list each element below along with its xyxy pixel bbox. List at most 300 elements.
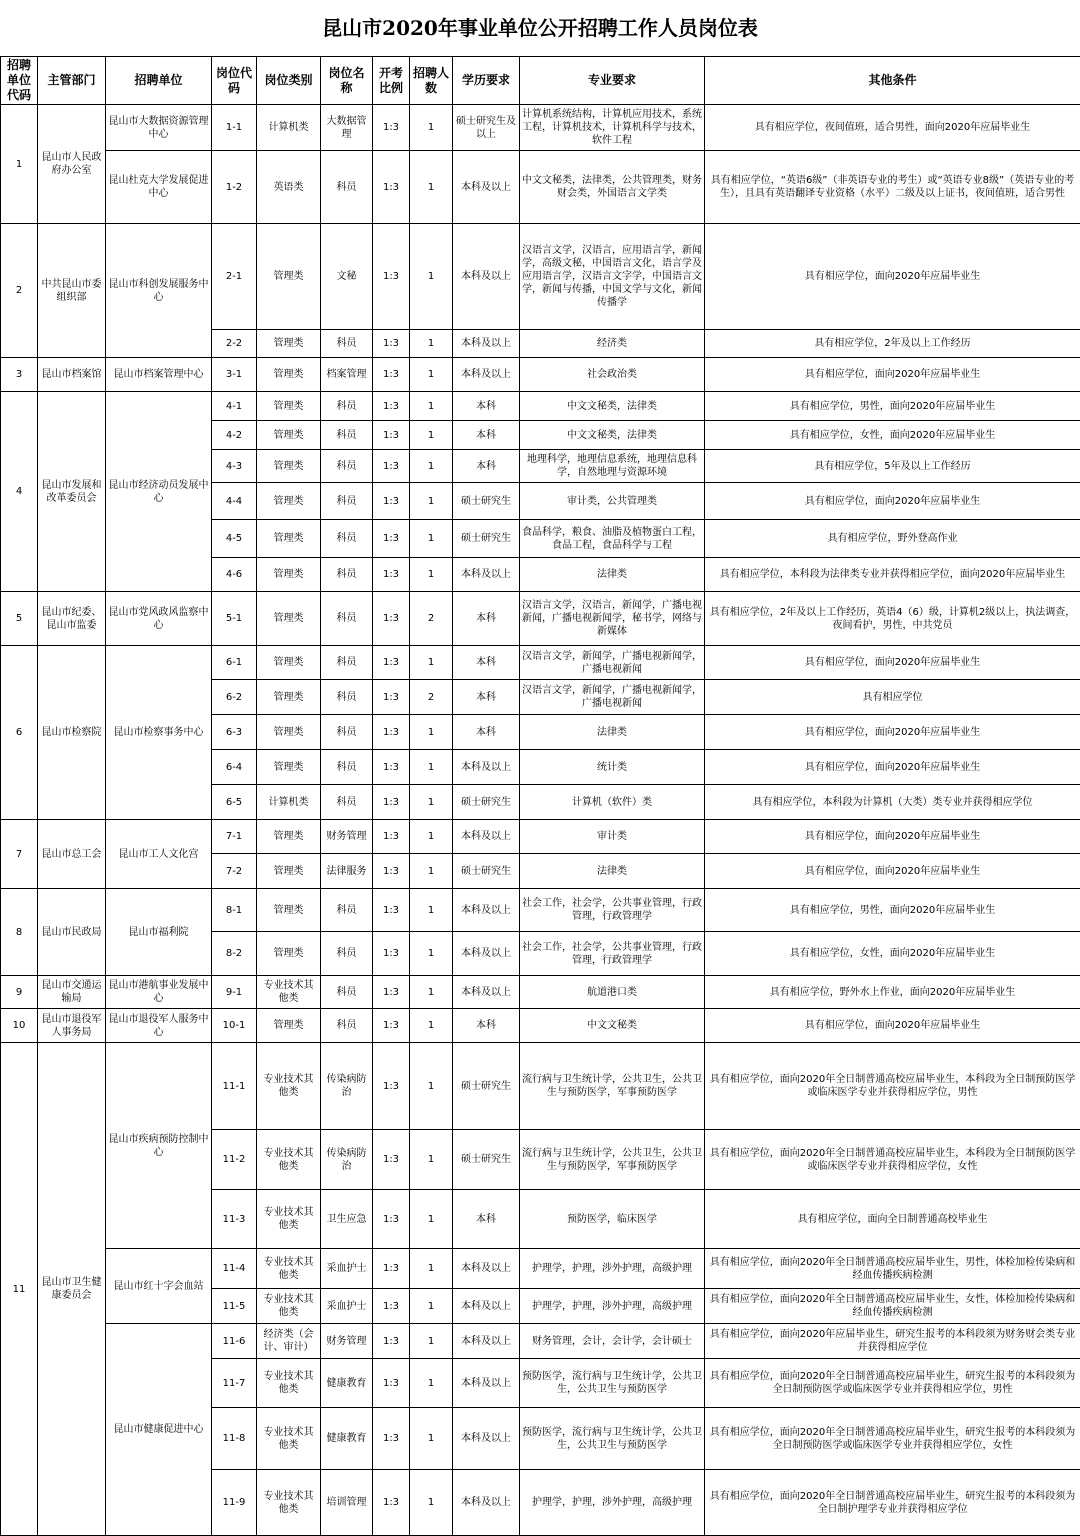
education-cell: 硕士研究生 — [453, 520, 520, 558]
job-title-cell: 健康教育 — [321, 1359, 373, 1408]
major-cell: 计算机（软件）类 — [520, 785, 705, 820]
job-category-cell: 管理类 — [257, 421, 321, 450]
job-title-cell: 培训管理 — [321, 1470, 373, 1536]
header-cell: 招聘人数 — [410, 57, 453, 105]
major-cell: 地理科学，地理信息系统，地理信息科学，自然地理与资源环境 — [520, 450, 705, 483]
job-category-cell: 管理类 — [257, 889, 321, 932]
ratio-cell: 1:3 — [373, 392, 410, 421]
job-code-cell: 8-1 — [212, 889, 257, 932]
headcount-cell: 1 — [410, 854, 453, 889]
headcount-cell: 1 — [410, 1190, 453, 1249]
education-cell: 本科 — [453, 1190, 520, 1249]
education-cell: 本科 — [453, 646, 520, 680]
job-code-cell: 4-4 — [212, 483, 257, 520]
education-cell: 硕士研究生及以上 — [453, 105, 520, 151]
table-row — [1, 646, 1080, 680]
major-cell: 社会工作，社会学，公共事业管理，行政管理，行政管理学 — [520, 932, 705, 976]
header-cell: 主管部门 — [38, 57, 106, 105]
headcount-cell: 1 — [410, 151, 453, 224]
other-conditions-cell: 具有相应学位，本科段为计算机（大类）类专业并获得相应学位 — [705, 785, 1080, 820]
major-cell: 法律类 — [520, 715, 705, 750]
other-conditions-cell: 具有相应学位，面向2020年应届毕业生 — [705, 646, 1080, 680]
other-conditions-cell: 具有相应学位，2年及以上工作经历 — [705, 330, 1080, 358]
job-category-cell: 管理类 — [257, 820, 321, 854]
major-cell: 中文文秘类，法律类，公共管理类，财务财会类，外国语言文学类 — [520, 151, 705, 224]
employer-cell: 昆山市党风政风监察中心 — [106, 592, 212, 646]
header-cell: 岗位代码 — [212, 57, 257, 105]
job-title-cell: 科员 — [321, 889, 373, 932]
job-title-cell: 传染病防治 — [321, 1043, 373, 1130]
education-cell: 硕士研究生 — [453, 1130, 520, 1190]
table-row — [1, 592, 1080, 646]
unit-code-cell: 10 — [1, 1009, 38, 1043]
other-conditions-cell: 具有相应学位，面向2020年全日制普通高校应届毕业生，本科段为全日制预防医学或临床医学专业并获得相应学位，女性 — [705, 1130, 1080, 1190]
header-cell: 招聘单位代码 — [1, 57, 38, 105]
education-cell: 硕士研究生 — [453, 1043, 520, 1130]
employer-cell: 昆山市档案管理中心 — [106, 358, 212, 392]
ratio-cell: 1:3 — [373, 646, 410, 680]
table-row — [1, 976, 1080, 1009]
other-conditions-cell: 具有相应学位，面向2020年应届毕业生 — [705, 1009, 1080, 1043]
major-cell: 流行病与卫生统计学，公共卫生，公共卫生与预防医学，军事预防医学 — [520, 1043, 705, 1130]
education-cell: 本科及以上 — [453, 889, 520, 932]
other-conditions-cell: 具有相应学位，面向2020年全日制普通高校应届毕业生，研究生报考的本科段须为全日制护理学专业并获得相应学位 — [705, 1470, 1080, 1536]
education-cell: 本科及以上 — [453, 558, 520, 592]
headcount-cell: 1 — [410, 820, 453, 854]
education-cell: 硕士研究生 — [453, 785, 520, 820]
ratio-cell: 1:3 — [373, 1190, 410, 1249]
education-cell: 本科 — [453, 1009, 520, 1043]
ratio-cell: 1:3 — [373, 715, 410, 750]
job-title-cell: 档案管理 — [321, 358, 373, 392]
major-cell: 经济类 — [520, 330, 705, 358]
other-conditions-cell: 具有相应学位，女性，面向2020年应届毕业生 — [705, 932, 1080, 976]
job-code-cell: 2-2 — [212, 330, 257, 358]
job-title-cell: 健康教育 — [321, 1408, 373, 1470]
job-category-cell: 专业技术其他类 — [257, 1043, 321, 1130]
job-code-cell: 4-2 — [212, 421, 257, 450]
major-cell: 流行病与卫生统计学，公共卫生，公共卫生与预防医学，军事预防医学 — [520, 1130, 705, 1190]
major-cell: 护理学，护理，涉外护理，高级护理 — [520, 1289, 705, 1324]
headcount-cell: 1 — [410, 1289, 453, 1324]
employer-cell: 昆山市健康促进中心 — [106, 1324, 212, 1536]
unit-code-cell: 11 — [1, 1043, 38, 1536]
ratio-cell: 1:3 — [373, 932, 410, 976]
education-cell: 本科及以上 — [453, 224, 520, 330]
job-code-cell: 11-1 — [212, 1043, 257, 1130]
ratio-cell: 1:3 — [373, 785, 410, 820]
ratio-cell: 1:3 — [373, 750, 410, 785]
other-conditions-cell: 具有相应学位，面向2020年应届毕业生 — [705, 224, 1080, 330]
education-cell: 本科 — [453, 680, 520, 715]
major-cell: 中文文秘类，法律类 — [520, 421, 705, 450]
ratio-cell: 1:3 — [373, 680, 410, 715]
job-title-cell: 科员 — [321, 976, 373, 1009]
job-code-cell: 11-6 — [212, 1324, 257, 1359]
job-code-cell: 4-6 — [212, 558, 257, 592]
job-category-cell: 专业技术其他类 — [257, 1470, 321, 1536]
job-title-cell: 科员 — [321, 558, 373, 592]
major-cell: 中文文秘类 — [520, 1009, 705, 1043]
job-title-cell: 大数据管理 — [321, 105, 373, 151]
major-cell: 航道港口类 — [520, 976, 705, 1009]
ratio-cell: 1:3 — [373, 1130, 410, 1190]
ratio-cell: 1:3 — [373, 1470, 410, 1536]
major-cell: 社会工作，社会学，公共事业管理，行政管理，行政管理学 — [520, 889, 705, 932]
education-cell: 硕士研究生 — [453, 483, 520, 520]
headcount-cell: 1 — [410, 330, 453, 358]
job-code-cell: 6-4 — [212, 750, 257, 785]
employer-cell: 昆山市科创发展服务中心 — [106, 224, 212, 358]
table-row — [1, 1324, 1080, 1359]
job-category-cell: 管理类 — [257, 392, 321, 421]
major-cell: 法律类 — [520, 854, 705, 889]
job-code-cell: 10-1 — [212, 1009, 257, 1043]
job-category-cell: 管理类 — [257, 330, 321, 358]
department-cell: 昆山市卫生健康委员会 — [38, 1043, 106, 1536]
job-category-cell: 管理类 — [257, 646, 321, 680]
job-category-cell: 管理类 — [257, 932, 321, 976]
education-cell: 本科及以上 — [453, 1359, 520, 1408]
unit-code-cell: 1 — [1, 105, 38, 224]
major-cell: 审计类 — [520, 820, 705, 854]
job-category-cell: 管理类 — [257, 592, 321, 646]
ratio-cell: 1:3 — [373, 330, 410, 358]
education-cell: 本科 — [453, 592, 520, 646]
department-cell: 中共昆山市委组织部 — [38, 224, 106, 358]
job-code-cell: 3-1 — [212, 358, 257, 392]
education-cell: 本科及以上 — [453, 750, 520, 785]
unit-code-cell: 5 — [1, 592, 38, 646]
education-cell: 硕士研究生 — [453, 854, 520, 889]
other-conditions-cell: 具有相应学位，面向2020年全日制普通高校应届毕业生，研究生报考的本科段须为全日制预防医学或临床医学专业并获得相应学位，女性 — [705, 1408, 1080, 1470]
other-conditions-cell: 具有相应学位，面向2020年应届毕业生 — [705, 820, 1080, 854]
ratio-cell: 1:3 — [373, 1249, 410, 1289]
job-title-cell: 科员 — [321, 330, 373, 358]
job-code-cell: 9-1 — [212, 976, 257, 1009]
header-cell: 学历要求 — [453, 57, 520, 105]
job-code-cell: 11-7 — [212, 1359, 257, 1408]
other-conditions-cell: 具有相应学位，夜间值班，适合男性，面向2020年应届毕业生 — [705, 105, 1080, 151]
job-code-cell: 1-2 — [212, 151, 257, 224]
ratio-cell: 1:3 — [373, 105, 410, 151]
employer-cell: 昆山市检察事务中心 — [106, 646, 212, 820]
job-category-cell: 管理类 — [257, 1009, 321, 1043]
employer-cell: 昆山市工人文化宫 — [106, 820, 212, 889]
department-cell: 昆山市交通运输局 — [38, 976, 106, 1009]
job-title-cell: 文秘 — [321, 224, 373, 330]
job-category-cell: 专业技术其他类 — [257, 1359, 321, 1408]
ratio-cell: 1:3 — [373, 1043, 410, 1130]
major-cell: 汉语言文学，汉语言，新闻学，广播电视新闻，广播电视新闻学，秘书学，网络与新媒体 — [520, 592, 705, 646]
headcount-cell: 1 — [410, 1249, 453, 1289]
education-cell: 本科及以上 — [453, 932, 520, 976]
other-conditions-cell: 具有相应学位，本科段为法律类专业并获得相应学位，面向2020年应届毕业生 — [705, 558, 1080, 592]
other-conditions-cell: 具有相应学位，面向2020年应届毕业生 — [705, 750, 1080, 785]
department-cell: 昆山市检察院 — [38, 646, 106, 820]
headcount-cell: 1 — [410, 715, 453, 750]
job-title-cell: 科员 — [321, 680, 373, 715]
department-cell: 昆山市发展和改革委员会 — [38, 392, 106, 592]
ratio-cell: 1:3 — [373, 854, 410, 889]
ratio-cell: 1:3 — [373, 483, 410, 520]
department-cell: 昆山市档案馆 — [38, 358, 106, 392]
job-title-cell: 传染病防治 — [321, 1130, 373, 1190]
ratio-cell: 1:3 — [373, 820, 410, 854]
employer-cell: 昆山市疾病预防控制中心 — [106, 1043, 212, 1249]
major-cell: 汉语言文学，新闻学，广播电视新闻学，广播电视新闻 — [520, 646, 705, 680]
headcount-cell: 1 — [410, 785, 453, 820]
job-title-cell: 科员 — [321, 421, 373, 450]
job-category-cell: 管理类 — [257, 715, 321, 750]
education-cell: 本科及以上 — [453, 330, 520, 358]
headcount-cell: 2 — [410, 592, 453, 646]
job-category-cell: 专业技术其他类 — [257, 1289, 321, 1324]
job-code-cell: 11-4 — [212, 1249, 257, 1289]
job-code-cell: 2-1 — [212, 224, 257, 330]
header-cell: 其他条件 — [705, 57, 1080, 105]
headcount-cell: 1 — [410, 358, 453, 392]
table-row — [1, 151, 1080, 224]
headcount-cell: 1 — [410, 1324, 453, 1359]
education-cell: 本科及以上 — [453, 976, 520, 1009]
job-title-cell: 科员 — [321, 646, 373, 680]
headcount-cell: 1 — [410, 450, 453, 483]
employer-cell: 昆山市福利院 — [106, 889, 212, 976]
headcount-cell: 1 — [410, 1470, 453, 1536]
job-category-cell: 经济类（会计、审计） — [257, 1324, 321, 1359]
headcount-cell: 1 — [410, 646, 453, 680]
job-code-cell: 7-1 — [212, 820, 257, 854]
table-row — [1, 820, 1080, 854]
education-cell: 本科 — [453, 715, 520, 750]
job-title-cell: 采血护士 — [321, 1289, 373, 1324]
headcount-cell: 1 — [410, 392, 453, 421]
unit-code-cell: 3 — [1, 358, 38, 392]
unit-code-cell: 9 — [1, 976, 38, 1009]
department-cell: 昆山市人民政府办公室 — [38, 105, 106, 224]
unit-code-cell: 2 — [1, 224, 38, 358]
job-code-cell: 7-2 — [212, 854, 257, 889]
ratio-cell: 1:3 — [373, 1408, 410, 1470]
other-conditions-cell: 具有相应学位，面向2020年应届毕业生 — [705, 483, 1080, 520]
header-cell: 岗位类别 — [257, 57, 321, 105]
ratio-cell: 1:3 — [373, 1324, 410, 1359]
headcount-cell: 1 — [410, 105, 453, 151]
education-cell: 本科 — [453, 450, 520, 483]
other-conditions-cell: 具有相应学位，野外水上作业，面向2020年应届毕业生 — [705, 976, 1080, 1009]
education-cell: 本科及以上 — [453, 358, 520, 392]
major-cell: 统计类 — [520, 750, 705, 785]
job-title-cell: 科员 — [321, 592, 373, 646]
employer-cell: 昆山杜克大学发展促进中心 — [106, 151, 212, 224]
education-cell: 本科及以上 — [453, 1249, 520, 1289]
job-title-cell: 科员 — [321, 932, 373, 976]
ratio-cell: 1:3 — [373, 520, 410, 558]
ratio-cell: 1:3 — [373, 558, 410, 592]
headcount-cell: 1 — [410, 889, 453, 932]
job-title-cell: 科员 — [321, 151, 373, 224]
other-conditions-cell: 具有相应学位，男性，面向2020年应届毕业生 — [705, 889, 1080, 932]
other-conditions-cell: 具有相应学位，面向2020年应届毕业生 — [705, 854, 1080, 889]
table-row — [1, 392, 1080, 421]
table-row — [1, 889, 1080, 932]
table-row — [1, 105, 1080, 151]
header-cell: 招聘单位 — [106, 57, 212, 105]
other-conditions-cell: 具有相应学位，面向2020年应届毕业生 — [705, 358, 1080, 392]
header-row — [1, 57, 1080, 105]
employer-cell: 昆山市港航事业发展中心 — [106, 976, 212, 1009]
headcount-cell: 1 — [410, 1043, 453, 1130]
department-cell: 昆山市民政局 — [38, 889, 106, 976]
other-conditions-cell: 具有相应学位，女性，面向2020年应届毕业生 — [705, 421, 1080, 450]
job-category-cell: 管理类 — [257, 358, 321, 392]
job-code-cell: 4-3 — [212, 450, 257, 483]
job-code-cell: 11-3 — [212, 1190, 257, 1249]
job-title-cell: 财务管理 — [321, 820, 373, 854]
page-title: 昆山市2020年事业单位公开招聘工作人员岗位表 — [0, 0, 1080, 56]
unit-code-cell: 7 — [1, 820, 38, 889]
other-conditions-cell: 具有相应学位，野外登高作业 — [705, 520, 1080, 558]
major-cell: 中文文秘类，法律类 — [520, 392, 705, 421]
major-cell: 社会政治类 — [520, 358, 705, 392]
job-category-cell: 管理类 — [257, 854, 321, 889]
other-conditions-cell: 具有相应学位，2年及以上工作经历，英语4（6）级，计算机2级以上，执法调查，夜间看护，男性，中共党员 — [705, 592, 1080, 646]
job-category-cell: 计算机类 — [257, 105, 321, 151]
headcount-cell: 1 — [410, 1408, 453, 1470]
education-cell: 本科及以上 — [453, 1408, 520, 1470]
job-category-cell: 计算机类 — [257, 785, 321, 820]
header-cell: 岗位名称 — [321, 57, 373, 105]
job-title-cell: 卫生应急 — [321, 1190, 373, 1249]
job-title-cell: 财务管理 — [321, 1324, 373, 1359]
job-code-cell: 11-2 — [212, 1130, 257, 1190]
education-cell: 本科及以上 — [453, 1470, 520, 1536]
other-conditions-cell: 具有相应学位，面向2020年全日制普通高校应届毕业生，女性，体检加检传染病和经血传播疾病检测 — [705, 1289, 1080, 1324]
headcount-cell: 2 — [410, 680, 453, 715]
job-code-cell: 5-1 — [212, 592, 257, 646]
job-code-cell: 4-1 — [212, 392, 257, 421]
other-conditions-cell: 具有相应学位，“英语6级”（非英语专业的考生）或“英语专业8级”（英语专业的考生），且具有英语翻译专业资格（水平）二级及以上证书，夜间值班，适合男性 — [705, 151, 1080, 224]
department-cell: 昆山市纪委、昆山市监委 — [38, 592, 106, 646]
job-code-cell: 6-5 — [212, 785, 257, 820]
job-category-cell: 管理类 — [257, 483, 321, 520]
ratio-cell: 1:3 — [373, 421, 410, 450]
job-title-cell: 法律服务 — [321, 854, 373, 889]
department-cell: 昆山市总工会 — [38, 820, 106, 889]
headcount-cell: 1 — [410, 1130, 453, 1190]
job-category-cell: 专业技术其他类 — [257, 1190, 321, 1249]
unit-code-cell: 6 — [1, 646, 38, 820]
ratio-cell: 1:3 — [373, 358, 410, 392]
employer-cell: 昆山市退役军人服务中心 — [106, 1009, 212, 1043]
major-cell: 汉语言文学，新闻学，广播电视新闻学，广播电视新闻 — [520, 680, 705, 715]
table-row — [1, 358, 1080, 392]
job-category-cell: 专业技术其他类 — [257, 1408, 321, 1470]
headcount-cell: 1 — [410, 1359, 453, 1408]
other-conditions-cell: 具有相应学位，面向2020年应届毕业生，研究生报考的本科段须为财务财会类专业并获得相应学位 — [705, 1324, 1080, 1359]
job-code-cell: 11-8 — [212, 1408, 257, 1470]
job-title-cell: 科员 — [321, 450, 373, 483]
job-category-cell: 专业技术其他类 — [257, 1130, 321, 1190]
job-code-cell: 4-5 — [212, 520, 257, 558]
job-title-cell: 采血护士 — [321, 1249, 373, 1289]
job-table — [0, 56, 1080, 1536]
other-conditions-cell: 具有相应学位，面向全日制普通高校毕业生 — [705, 1190, 1080, 1249]
job-title-cell: 科员 — [321, 785, 373, 820]
other-conditions-cell: 具有相应学位，面向2020年应届毕业生 — [705, 715, 1080, 750]
headcount-cell: 1 — [410, 520, 453, 558]
major-cell: 护理学，护理，涉外护理，高级护理 — [520, 1249, 705, 1289]
table-row — [1, 1043, 1080, 1130]
job-category-cell: 管理类 — [257, 450, 321, 483]
headcount-cell: 1 — [410, 558, 453, 592]
headcount-cell: 1 — [410, 976, 453, 1009]
job-code-cell: 6-2 — [212, 680, 257, 715]
job-code-cell: 11-9 — [212, 1470, 257, 1536]
department-cell: 昆山市退役军人事务局 — [38, 1009, 106, 1043]
other-conditions-cell: 具有相应学位，5年及以上工作经历 — [705, 450, 1080, 483]
headcount-cell: 1 — [410, 224, 453, 330]
job-category-cell: 管理类 — [257, 680, 321, 715]
job-category-cell: 英语类 — [257, 151, 321, 224]
headcount-cell: 1 — [410, 932, 453, 976]
education-cell: 本科及以上 — [453, 820, 520, 854]
ratio-cell: 1:3 — [373, 224, 410, 330]
employer-cell: 昆山市红十字会血站 — [106, 1249, 212, 1324]
unit-code-cell: 4 — [1, 392, 38, 592]
job-title-cell: 科员 — [321, 1009, 373, 1043]
header-cell: 开考比例 — [373, 57, 410, 105]
other-conditions-cell: 具有相应学位，面向2020年全日制普通高校应届毕业生，研究生报考的本科段须为全日制预防医学或临床医学专业并获得相应学位，男性 — [705, 1359, 1080, 1408]
job-code-cell: 8-2 — [212, 932, 257, 976]
other-conditions-cell: 具有相应学位，面向2020年全日制普通高校应届毕业生，男性，体检加检传染病和经血传播疾病检测 — [705, 1249, 1080, 1289]
job-category-cell: 专业技术其他类 — [257, 976, 321, 1009]
education-cell: 本科及以上 — [453, 1289, 520, 1324]
ratio-cell: 1:3 — [373, 592, 410, 646]
major-cell: 财务管理，会计，会计学，会计硕士 — [520, 1324, 705, 1359]
job-title-cell: 科员 — [321, 483, 373, 520]
employer-cell: 昆山市经济动员发展中心 — [106, 392, 212, 592]
job-code-cell: 6-3 — [212, 715, 257, 750]
job-category-cell: 管理类 — [257, 224, 321, 330]
major-cell: 预防医学，流行病与卫生统计学，公共卫生，公共卫生与预防医学 — [520, 1359, 705, 1408]
education-cell: 本科 — [453, 392, 520, 421]
major-cell: 法律类 — [520, 558, 705, 592]
job-category-cell: 管理类 — [257, 750, 321, 785]
other-conditions-cell: 具有相应学位，男性，面向2020年应届毕业生 — [705, 392, 1080, 421]
job-title-cell: 科员 — [321, 715, 373, 750]
major-cell: 护理学，护理，涉外护理，高级护理 — [520, 1470, 705, 1536]
job-code-cell: 6-1 — [212, 646, 257, 680]
job-title-cell: 科员 — [321, 520, 373, 558]
major-cell: 预防医学，流行病与卫生统计学，公共卫生，公共卫生与预防医学 — [520, 1408, 705, 1470]
ratio-cell: 1:3 — [373, 1009, 410, 1043]
table-row — [1, 1249, 1080, 1289]
major-cell: 食品科学，粮食、油脂及植物蛋白工程，食品工程，食品科学与工程 — [520, 520, 705, 558]
job-category-cell: 管理类 — [257, 520, 321, 558]
headcount-cell: 1 — [410, 1009, 453, 1043]
headcount-cell: 1 — [410, 421, 453, 450]
job-category-cell: 管理类 — [257, 558, 321, 592]
unit-code-cell: 8 — [1, 889, 38, 976]
job-title-cell: 科员 — [321, 750, 373, 785]
ratio-cell: 1:3 — [373, 450, 410, 483]
job-code-cell: 1-1 — [212, 105, 257, 151]
headcount-cell: 1 — [410, 750, 453, 785]
other-conditions-cell: 具有相应学位 — [705, 680, 1080, 715]
ratio-cell: 1:3 — [373, 889, 410, 932]
